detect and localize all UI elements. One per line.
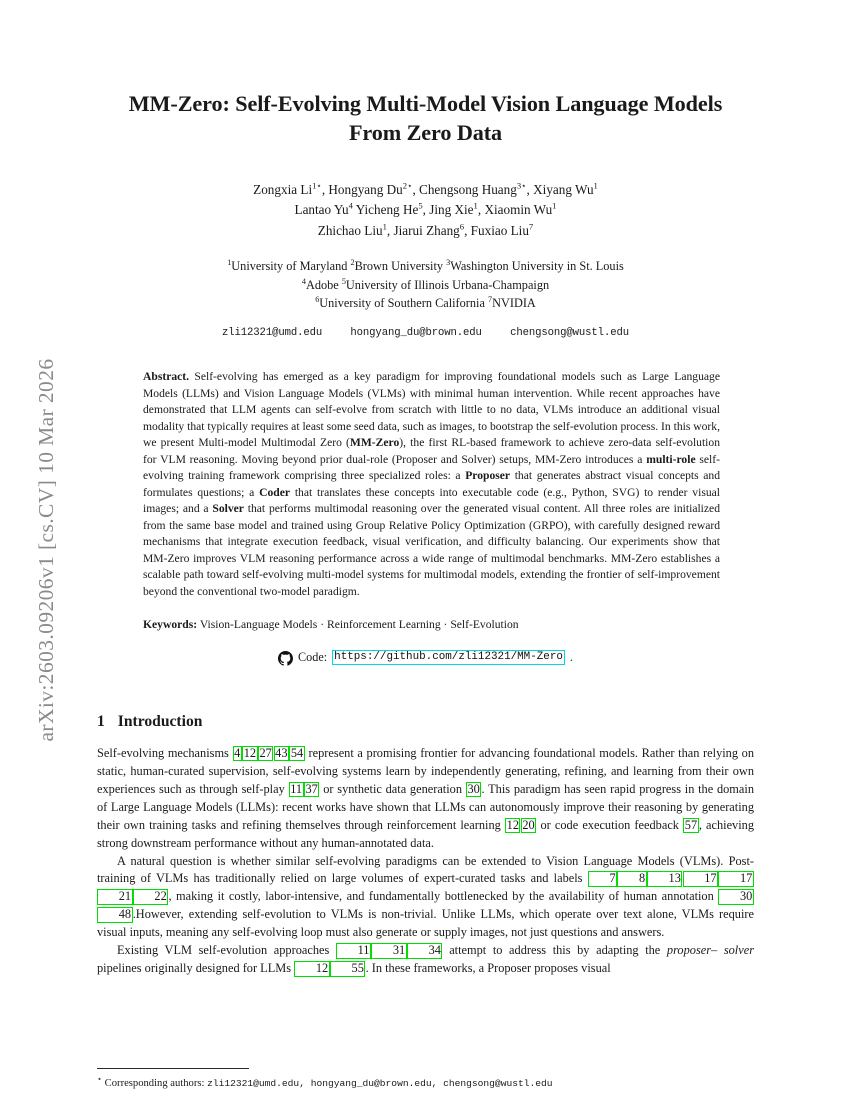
keywords-label: Keywords: bbox=[143, 618, 198, 632]
citation-ref[interactable]: 12 bbox=[294, 961, 329, 977]
citation-ref[interactable]: 21 bbox=[97, 889, 132, 905]
citation-ref[interactable]: 7 bbox=[588, 871, 617, 887]
arxiv-stamp bbox=[0, 0, 92, 1100]
citation-ref[interactable]: 43 bbox=[275, 745, 288, 760]
citation-ref[interactable]: 57 bbox=[684, 817, 698, 832]
keyword-item: Vision-Language Models bbox=[199, 618, 318, 632]
github-icon bbox=[278, 651, 293, 666]
citation-ref[interactable]: 20 bbox=[522, 817, 535, 832]
citation-ref[interactable]: 27 bbox=[259, 745, 272, 760]
footnote-marker: ⋆ bbox=[97, 1074, 103, 1084]
citation-ref[interactable]: 8 bbox=[617, 871, 646, 887]
citation-ref[interactable]: 30 bbox=[467, 781, 480, 796]
paper-page bbox=[97, 0, 754, 1100]
keywords bbox=[143, 617, 720, 633]
citation-ref[interactable]: 13 bbox=[647, 871, 682, 887]
author-line: Zhichao Liu$^1$, Jiarui Zhang$^6$, Fuxiao Liu$^7$ bbox=[317, 221, 534, 238]
keyword-item: Self-Evolution bbox=[450, 618, 519, 632]
citation-ref[interactable]: 30 bbox=[718, 889, 753, 905]
citation-ref[interactable]: 54 bbox=[290, 745, 304, 760]
keyword-item: Reinforcement Learning bbox=[326, 618, 441, 632]
intro-paragraph-3: Existing VLM self-evolution approaches 11 31 34 attempt to address this by adapting the proposer– solver pipelines originally designed for LLMs 12 55 . In these frameworks, a Proposer proposes visual bbox=[97, 943, 754, 976]
citation-ref[interactable]: 34 bbox=[407, 943, 442, 959]
arxiv-stamp-text: arXiv:2603.09206v1 [cs.CV] 10 Mar 2026 bbox=[33, 358, 58, 742]
author-line: Lantao Yu$^4$ Yicheng He$^5$, Jing Xie$^1$, Xiaomin Wu$^1$ bbox=[294, 200, 557, 218]
affiliation-line: $^1$University of Maryland $^2$Brown University $^3$Washington University in St. Louis bbox=[227, 257, 624, 274]
citation-ref[interactable]: 11 bbox=[290, 781, 303, 796]
section-title: Introduction bbox=[117, 712, 203, 730]
author-line: Zongxia $Li^{1⋆}$, Hongyang $Du^{2⋆}$, Chengsong Huang$^{3⋆}$, Xiyang Wu$^1$ bbox=[253, 180, 598, 197]
citation-ref[interactable]: 11 bbox=[336, 943, 371, 959]
footnote-text: Corresponding authors: bbox=[104, 1078, 205, 1090]
citation-ref[interactable]: 31 bbox=[371, 943, 406, 959]
intro-paragraph-2: A natural question is whether similar self-evolving paradigms can be extended to Vision Language Models (VLMs). Post-training of VLMs has traditionally relied on large volumes of expert-curated tasks and labels 7 8 13 17 1721 22 , making it costly, labor-intensive, and fundamentally bottlenecked by the availability of human annotation 3048 .However, extending self-evolution to VLMs is non-trivial. Unlike LLMs, which operate over text alone, VLMs require visual inputs, meaning any self-evolving loop must also generate or supply images, not just questions and answers. bbox=[97, 853, 754, 940]
section-heading-introduction bbox=[97, 713, 754, 731]
section-number: 1 bbox=[97, 712, 105, 730]
citation-ref[interactable]: 17 bbox=[718, 871, 753, 887]
author-list bbox=[97, 180, 754, 241]
abstract-label: Abstract. bbox=[143, 370, 190, 384]
footnote-emails[interactable]: zli12321@umd.edu, hongyang_du@brown.edu, chengsong@wustl.edu bbox=[207, 1078, 553, 1090]
footnote bbox=[97, 1074, 754, 1092]
author-email[interactable]: chengsong@wustl.edu bbox=[510, 327, 629, 340]
author-email[interactable]: zli12321@umd.edu bbox=[222, 327, 323, 340]
code-trailing-period: . bbox=[569, 649, 573, 664]
email-list bbox=[97, 327, 754, 339]
citation-ref[interactable]: 4 bbox=[234, 745, 241, 760]
citation-ref[interactable]: 48 bbox=[97, 907, 132, 923]
code-url-link[interactable]: https://github.com/zli12321/MM-Zero bbox=[334, 651, 563, 664]
citation-ref[interactable]: 17 bbox=[683, 871, 718, 887]
citation-ref[interactable]: 22 bbox=[133, 889, 168, 905]
page-title: MM-Zero: Self-Evolving Multi-Model Vision Language Models From Zero Data bbox=[128, 91, 723, 145]
citation-ref[interactable]: 55 bbox=[330, 961, 365, 977]
author-email[interactable]: hongyang_du@brown.edu bbox=[350, 327, 482, 340]
citation-ref[interactable]: 12 bbox=[506, 817, 519, 832]
intro-paragraph-1: Self-evolving mechanisms 4 12 27 43 54 represent a promising frontier for advancing foundational models. Rather than relying on static, human-curated supervision, self-evolving systems learn by independently generating, refining, and learning from their own experiences such as through self-play 11 37 or synthetic data generation 30 . This paradigm has seen rapid progress in the domain of Large Language Models (LLMs): recent works have shown that LLMs can autonomously improve their reasoning by generating their own training tasks and refining themselves through reinforcement learning 12 20 or code execution feedback 57 , achieving strong downstream performance without any human-annotated data. bbox=[97, 745, 754, 850]
code-link-line bbox=[97, 650, 754, 665]
affiliation-list bbox=[97, 257, 754, 313]
keyword-separator: · bbox=[320, 618, 325, 632]
keyword-separator: · bbox=[443, 618, 448, 632]
citation-ref[interactable]: 12 bbox=[243, 745, 257, 760]
affiliation-line: $^6$University of Southern California $^7$NVIDIA bbox=[315, 295, 536, 311]
abstract: Abstract. Self-evolving has emerged as a key paradigm for improving foundational models such as Large Language Models (LLMs) and Vision Language Models (VLMs) with minimal human intervention. While recent approaches have demonstrated that LLM agents can self-evolve from scratch with little to no data, VLMs introduce an additional visual modality that typically requires at least some seed data, such as images, to bootstrap the self-evolution process. In this work, we present Multi-model Multimodal Zero (MM-Zero), the first RL-based framework to achieve zero-data self-evolution for VLM reasoning. Moving beyond prior dual-role (Proposer and Solver) setups, MM-Zero introduces a multi-role self-evolving training framework comprising three specialized roles: a Proposer that generates abstract visual concepts and formulates questions; a Coder that translates these concepts into executable code (e.g., Python, SVG) to render visual images; and a Solver that performs multimodal reasoning over the generated visual content. All three roles are initialized from the same base model and trained using Group Relative Policy Optimization (GRPO), with carefully designed reward mechanisms that integrate execution feedback, visual verification, and difficulty balancing. Our experiments show that MM-Zero improves VLM reasoning performance across a wide range of multimodal benchmarks. MM-Zero establishes a scalable path toward self-evolving multi-model systems for multimodal models, extending the frontier of self-improvement beyond the conventional two-model paradigm. bbox=[143, 370, 721, 598]
affiliation-line: $^4$Adobe $^5$University of Illinois Urbana-Champaign bbox=[301, 276, 550, 292]
code-label: Code: bbox=[298, 649, 328, 664]
footnote-rule bbox=[97, 1068, 249, 1069]
citation-ref[interactable]: 37 bbox=[305, 781, 318, 796]
